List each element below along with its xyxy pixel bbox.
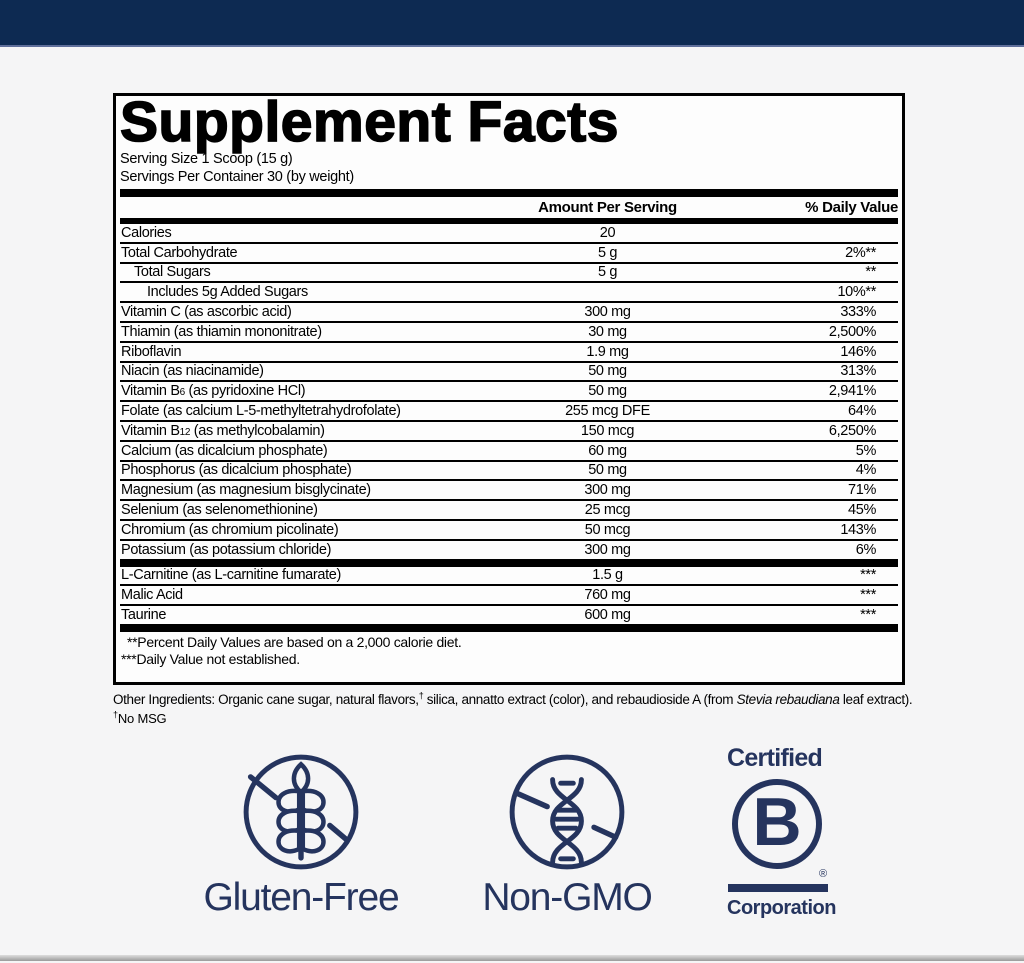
nutrient-table [120,224,898,624]
nutrient-name: Vitamin C (as ascorbic acid) [121,304,292,321]
nutrient-name: Vitamin B12 (as methylcobalamin) [121,422,325,439]
nutrient-name: Malic Acid [121,587,183,604]
table-row [120,321,898,341]
dagger-mark: † [418,690,424,701]
dagger-mark: † [113,709,118,720]
bcorp-letter: B [752,784,802,860]
table-row [120,479,898,499]
panel-title: Supplement Facts [120,90,619,154]
table-row [120,361,898,381]
nutrient-name: Selenium (as selenomethionine) [121,502,318,519]
nutrient-amount: 300 mg [584,482,631,499]
nutrient-amount: 30 mg [588,323,627,340]
table-row [120,301,898,321]
table-row [120,567,898,585]
nutrient-name: Total Sugars [134,264,211,281]
table-row [120,242,898,262]
nutrient-amount: 255 mcg DFE [565,403,650,420]
table-row [120,400,898,420]
nutrient-daily-value: 45% [848,502,876,519]
gluten-free-label: Gluten-Free [203,876,399,919]
nutrient-daily-value: *** [860,607,876,624]
other-ingredients: Other Ingredients: Organic cane sugar, natural flavors,† silica, annatto extract (color), and rebaudioside A (from Stevia rebaudiana leaf extract). [113,690,913,707]
table-row [120,460,898,480]
nutrient-name: Magnesium (as magnesium bisglycinate) [121,482,371,499]
bcorp-certified-text: Certified [727,744,823,772]
species-name: Stevia rebaudiana [736,692,840,707]
nutrient-amount: 300 mg [584,541,631,558]
header-amount-per-serving: Amount Per Serving [538,199,677,216]
nutrient-amount: 20 [599,224,616,241]
nutrient-amount: 1.5 g [592,567,623,584]
nutrient-daily-value: 333% [840,304,876,321]
nutrient-name: Taurine [121,607,167,624]
header-daily-value: % Daily Value [805,199,898,216]
nutrient-name: Chromium (as chromium picolinate) [121,521,339,538]
table-header-row [120,197,898,218]
table-row [120,584,898,604]
table-row [120,281,898,301]
nutrient-daily-value: 71% [848,482,876,499]
footnote-daily-values: **Percent Daily Values are based on a 2,000 calorie diet. [127,633,462,650]
nutrient-daily-value: *** [860,587,876,604]
footnote-not-established: ***Daily Value not established. [121,650,300,667]
nutrient-daily-value: ** [865,264,876,281]
serving-size: Serving Size 1 Scoop (15 g) [120,151,293,167]
table-row [120,262,898,282]
nutrient-amount: 760 mg [584,587,631,604]
no-msg-note: †No MSG [113,709,167,726]
nutrient-amount: 5 g [597,244,618,261]
nutrient-daily-value: 64% [848,403,876,420]
registered-trademark-icon: ® [819,868,828,880]
table-row [120,380,898,400]
nutrient-daily-value: 2%** [845,244,876,261]
gluten-free-wheat-icon [238,749,364,875]
nutrient-name: Calcium (as dicalcium phosphate) [121,442,328,459]
nutrient-name: Thiamin (as thiamin mononitrate) [121,323,322,340]
nutrient-daily-value: 6,250% [828,422,876,439]
nutrient-daily-value: 10%** [837,284,876,301]
top-navy-bar [0,0,1024,47]
nutrient-daily-value: 143% [840,521,876,538]
nutrient-name: Folate (as calcium L-5-methyltetrahydrofolate) [121,403,401,420]
nutrient-name: Calories [121,224,172,241]
nutrient-daily-value: 6% [855,541,876,558]
nutrient-daily-value: *** [860,567,876,584]
nutrient-name: Includes 5g Added Sugars [147,284,308,301]
nutrient-name: Potassium (as potassium chloride) [121,541,332,558]
non-gmo-label: Non-GMO [482,876,652,919]
table-row [120,499,898,519]
table-row [120,440,898,460]
nutrient-amount: 60 mg [588,442,627,459]
nutrient-amount: 50 mg [588,462,627,479]
section-divider [120,189,898,197]
table-row [120,519,898,539]
nutrient-amount: 300 mg [584,304,631,321]
non-gmo-dna-icon [504,749,630,875]
nutrient-daily-value: 2,500% [828,323,876,340]
nutrient-name: Phosphorus (as dicalcium phosphate) [121,462,352,479]
nutrient-daily-value: 313% [840,363,876,380]
nutrient-amount: 50 mcg [584,521,631,538]
supplement-facts-panel [113,90,905,685]
bcorp-underline-bar [728,884,828,892]
nutrient-amount: 600 mg [584,607,631,624]
nutrient-amount: 5 g [597,264,618,281]
nutrient-daily-value: 5% [855,442,876,459]
nutrient-name: Total Carbohydrate [121,244,238,261]
nutrient-name: Riboflavin [121,343,182,360]
nutrient-amount: 50 mg [588,363,627,380]
table-row [120,539,898,559]
nutrient-amount: 1.9 mg [586,343,629,360]
bcorp-corporation-text: Corporation [727,897,836,919]
nutrient-daily-value: 4% [855,462,876,479]
nutrient-daily-value: 2,941% [828,383,876,400]
table-row [120,420,898,440]
servings-per-container: Servings Per Container 30 (by weight) [120,169,354,185]
nutrient-name: Vitamin B6 (as pyridoxine HCl) [121,383,306,400]
nutrient-daily-value: 146% [840,343,876,360]
table-row [120,224,898,242]
table-row [120,604,898,624]
section-divider [120,559,898,567]
page-bottom-edge [0,955,1024,961]
nutrient-amount: 50 mg [588,383,627,400]
nutrient-name: L-Carnitine (as L-carnitine fumarate) [121,567,341,584]
section-divider [120,624,898,632]
table-row [120,341,898,361]
bcorp-logo-icon [732,779,822,869]
nutrient-amount: 150 mcg [580,422,635,439]
nutrient-amount: 25 mcg [584,502,631,519]
nutrient-name: Niacin (as niacinamide) [121,363,264,380]
